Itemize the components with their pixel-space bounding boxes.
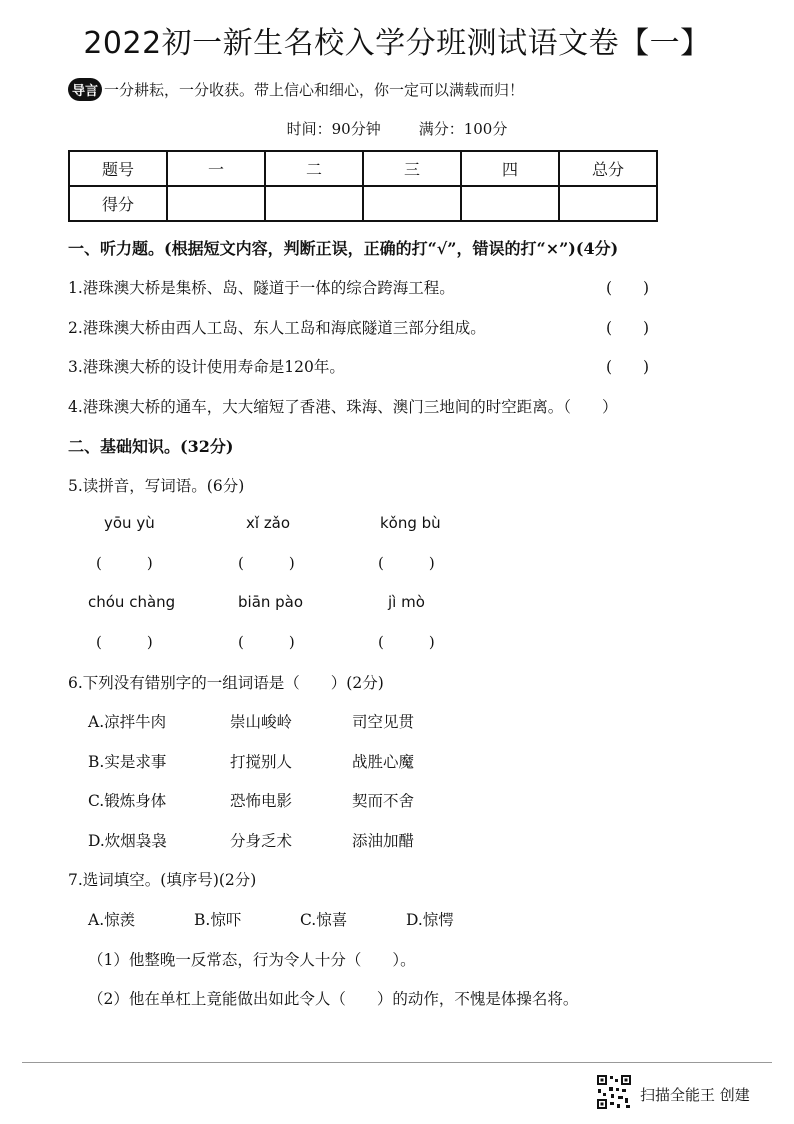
score-cell[interactable] (559, 186, 657, 221)
question-2: 2.港珠澳大桥由西人工岛、东人工岛和海底隧道三部分组成。 (68, 319, 486, 337)
score-cell[interactable] (265, 186, 363, 221)
option-a-3: 司空见贯 (352, 713, 415, 731)
question-5: 5.读拼音，写词语。(6分) (68, 477, 245, 495)
option-a-2: 崇山峻岭 (230, 713, 293, 731)
question-4: 4.港珠澳大桥的通车，大大缩短了香港、珠海、澳门三地间的时空距离。（ ） (68, 398, 618, 416)
option-b-2: 打搅别人 (230, 753, 293, 771)
pinyin: yōu yù (104, 514, 155, 532)
score-cell[interactable] (461, 186, 559, 221)
score-table-header-row (69, 151, 657, 186)
section-1-heading: 一、听力题。(根据短文内容，判断正误，正确的打“√”，错误的打“×”)(4分) (68, 239, 619, 258)
option-b-3: 战胜心魔 (352, 753, 415, 771)
q7-sentence-2: （2）他在单杠上竟能做出如此令人（ ）的动作，不愧是体操名将。 (88, 990, 579, 1008)
score-header-cell: 二 (265, 151, 363, 186)
answer-blank-3[interactable]: ( ) (606, 358, 650, 376)
q7-option-d: D.惊愕 (406, 911, 454, 929)
option-d-1: D.炊烟袅袅 (88, 832, 167, 850)
score-cell[interactable] (167, 186, 265, 221)
score-table (68, 150, 658, 222)
word-blank[interactable]: ( ) (238, 633, 295, 651)
option-c-3: 契而不舍 (352, 792, 415, 810)
score-table-score-row (69, 186, 657, 221)
word-blank[interactable]: ( ) (238, 554, 295, 572)
answer-blank-1[interactable]: ( ) (606, 279, 650, 297)
option-c-1: C.锻炼身体 (88, 792, 167, 810)
score-header-cell: 总分 (559, 151, 657, 186)
intro-text: 一分耕耘，一分收获。带上信心和细心，你一定可以满载而归！ (104, 81, 525, 99)
option-d-3: 添油加醋 (352, 832, 415, 850)
page-title: 2022初一新生名校入学分班测试语文卷【一】 (83, 26, 711, 61)
score-header-cell: 四 (461, 151, 559, 186)
section-2-heading: 二、基础知识。(32分) (68, 437, 234, 456)
q7-option-b: B.惊吓 (194, 911, 242, 929)
score-cell[interactable] (363, 186, 461, 221)
qr-code-icon (596, 1074, 632, 1110)
exam-time: 时间：90分钟 (286, 120, 381, 138)
score-row-label: 得分 (69, 186, 167, 221)
q7-option-c: C.惊喜 (300, 911, 348, 929)
question-7: 7.选词填空。(填序号)(2分) (68, 871, 257, 889)
exam-info (0, 118, 794, 139)
option-c-2: 恐怖电影 (230, 792, 293, 810)
option-b-1: B.实是求事 (88, 753, 167, 771)
word-blank[interactable]: ( ) (378, 554, 435, 572)
intro-line (68, 78, 524, 101)
word-blank[interactable]: ( ) (378, 633, 435, 651)
option-d-2: 分身乏术 (230, 832, 293, 850)
scanner-credit: 扫描全能王 创建 (640, 1086, 750, 1104)
score-header-cell: 一 (167, 151, 265, 186)
pinyin: biān pào (238, 593, 304, 611)
intro-badge: 导言 (68, 78, 102, 101)
q7-option-a: A.惊羡 (88, 911, 136, 929)
option-a-1: A.凉拌牛肉 (88, 713, 167, 731)
answer-blank-2[interactable]: ( ) (606, 319, 650, 337)
pinyin: kǒng bù (380, 514, 441, 532)
score-header-cell: 题号 (69, 151, 167, 186)
exam-full-score: 满分：100分 (418, 120, 508, 138)
pinyin: chóu chàng (88, 593, 176, 611)
question-1: 1.港珠澳大桥是集桥、岛、隧道于一体的综合跨海工程。 (68, 279, 455, 297)
word-blank[interactable]: ( ) (96, 554, 153, 572)
word-blank[interactable]: ( ) (96, 633, 153, 651)
question-6: 6.下列没有错别字的一组词语是（ ）(2分) (68, 674, 384, 692)
question-3: 3.港珠澳大桥的设计使用寿命是120年。 (68, 358, 345, 376)
footer-divider (22, 1062, 772, 1063)
score-header-cell: 三 (363, 151, 461, 186)
pinyin: xǐ zǎo (246, 514, 291, 532)
q7-sentence-1: （1）他整晚一反常态，行为令人十分（ ）。 (88, 951, 416, 969)
pinyin: jì mò (388, 593, 425, 611)
